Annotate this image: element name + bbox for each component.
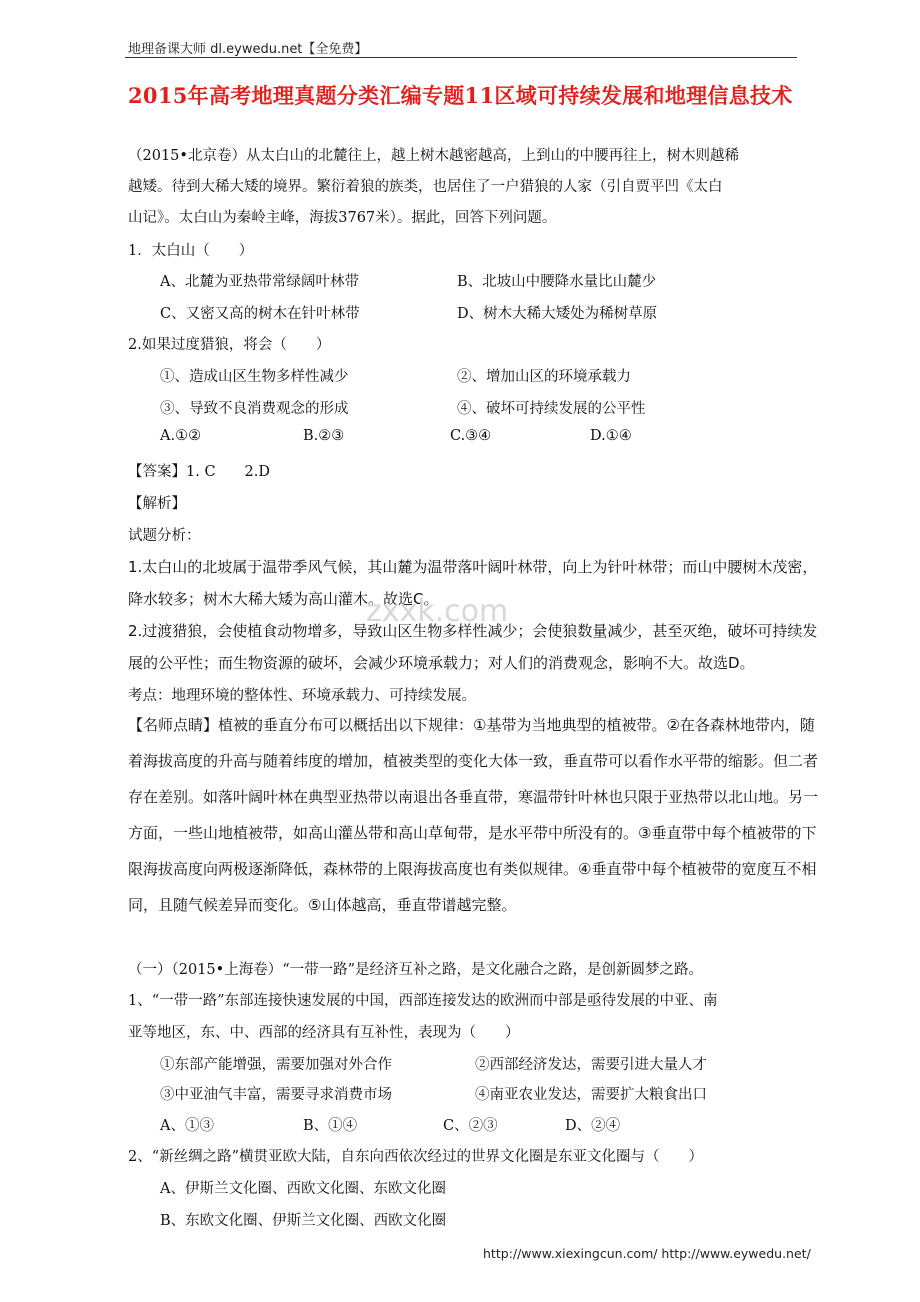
sh-q1-item-3: ③中亚油气丰富，需要寻求消费市场: [160, 1087, 392, 1103]
bj-analysis-heading: 【解析】: [128, 496, 186, 512]
bj-analysis-line-3: 2.过渡猎狼，会使植食动物增多，导致山区生物多样性减少；会使狼数量减少，甚至灭绝，破坏可持续发: [128, 622, 818, 640]
bj-expert-note-line-6: 同，且随气候差异而变化。⑤山体越高，垂直带谱越完整。: [128, 896, 517, 914]
bj-q2-stem: 2.如果过度猎狼，将会（ ）: [128, 337, 331, 353]
bj-q2-option-b: B.②③: [303, 428, 345, 444]
sh-q1-option-c: C、②③: [443, 1118, 498, 1134]
sh-q2-stem: 2、“新丝绸之路”横贯亚欧大陆，自东向西依次经过的世界文化圈是东亚文化圈与（ ）: [128, 1149, 704, 1165]
bj-q1-option-d: D、树木大稀大矮处为稀树草原: [457, 306, 658, 322]
bj-expert-note-line-2: 着海拔高度的升高与随着纬度的增加，植被类型的变化大体一致，垂直带可以看作水平带的缩影。但二者: [128, 752, 819, 770]
bj-expert-note-line-5: 限海拔高度向两极逐渐降低，森林带的上限海拔高度也有类似规律。④垂直带中每个植被带的宽度互不相: [128, 860, 817, 878]
bj-expert-note-line-3: 存在差别。如落叶阔叶林在典型亚热带以南退出各垂直带，寒温带针叶林也只限于亚热带以北山地。另一: [128, 788, 819, 806]
bj-expert-note-line-4: 方面，一些山地植被带，如高山灌丛带和高山草甸带，是水平带中所没有的。③垂直带中每个植被带的下: [128, 824, 817, 842]
sh-intro: （一）（2015•上海卷）“一带一路”是经济互补之路，是文化融合之路，是创新圆梦之路。: [128, 962, 704, 978]
bj-q2-item-4: ④、破坏可持续发展的公平性: [457, 401, 646, 417]
bj-expert-note-line-1: 【名师点睛】植被的垂直分布可以概括出以下规律：①基带为当地典型的植被带。②在各森林地带内，随: [128, 716, 815, 734]
sh-q1-option-d: D、②④: [565, 1118, 621, 1134]
sh-q1-option-a: A、①③: [160, 1118, 214, 1134]
header-rule: [125, 57, 797, 58]
sh-q2-option-a: A、伊斯兰文化圈、西欧文化圈、东欧文化圈: [160, 1181, 446, 1197]
bj-q1-option-b: B、北坡山中腰降水量比山麓少: [457, 274, 657, 290]
bj-kaodian: 考点：地理环境的整体性、环境承载力、可持续发展。: [128, 688, 476, 704]
sh-q1-option-b: B、①④: [303, 1118, 358, 1134]
bj-q2-item-2: ②、增加山区的环境承载力: [457, 369, 631, 385]
sh-q2-option-b: B、东欧文化圈、伊斯兰文化圈、西欧文化圈: [160, 1213, 447, 1229]
sh-q1-item-1: ①东部产能增强，需要加强对外合作: [160, 1057, 392, 1073]
sh-q1-item-4: ④南亚农业发达，需要扩大粮食出口: [475, 1087, 707, 1103]
bj-q2-option-a: A.①②: [160, 428, 202, 444]
bj-q2-item-1: ①、造成山区生物多样性减少: [160, 369, 349, 385]
sh-q1-stem-line-1: 1、“一带一路”东部连接快速发展的中国，西部连接发达的欧洲而中部是亟待发展的中亚、南: [128, 993, 718, 1009]
bj-analysis-label: 试题分析：: [128, 528, 201, 544]
bj-q2-item-3: ③、导致不良消费观念的形成: [160, 401, 349, 417]
bj-answer: 【答案】1. C 2.D: [128, 464, 270, 480]
bj-q1-stem: 1．太白山（ ）: [128, 243, 254, 259]
page-footer-links[interactable]: http://www.xiexingcun.com/ http://www.eywedu.net/: [483, 1246, 811, 1261]
bj-analysis-line-1: 1.太白山的北坡属于温带季风气候，其山麓为温带落叶阔叶林带，向上为针叶林带；而山中腰树木茂密，: [128, 558, 818, 576]
watermark: zxxk.com: [366, 594, 509, 629]
bj-intro-line-3: 山记》。太白山为秦岭主峰，海拔3767米）。据此，回答下列问题。: [128, 210, 557, 226]
bj-analysis-line-2: 降水较多；树木大稀大矮为高山灌木。故选C。: [128, 590, 439, 608]
bj-q2-option-d: D.①④: [590, 428, 632, 444]
bj-q1-option-c: C、又密又高的树木在针叶林带: [160, 306, 360, 322]
bj-q1-option-a: A、北麓为亚热带常绿阔叶林带: [160, 274, 359, 290]
bj-q2-option-c: C.③④: [450, 428, 492, 444]
document-title: 2015年高考地理真题分类汇编专题11区域可持续发展和地理信息技术: [128, 83, 793, 108]
bj-intro-line-2: 越矮。待到大稀大矮的境界。繁衍着狼的族类，也居住了一户猎狼的人家（引自贾平凹《太白: [128, 179, 723, 195]
sh-q1-item-2: ②西部经济发达，需要引进大量人才: [475, 1057, 707, 1073]
sh-q1-stem-line-2: 亚等地区，东、中、西部的经济具有互补性，表现为（ ）: [128, 1025, 520, 1041]
page-header: 地理备课大师 dl.eywedu.net【全免费】: [128, 42, 368, 57]
bj-intro-line-1: （2015•北京卷）从太白山的北麓往上，越上树木越密越高，上到山的中腰再往上，树木则越稀: [128, 148, 739, 164]
bj-analysis-line-4: 展的公平性；而生物资源的破坏，会减少环境承载力；对人们的消费观念，影响不大。故选D。: [128, 654, 755, 672]
